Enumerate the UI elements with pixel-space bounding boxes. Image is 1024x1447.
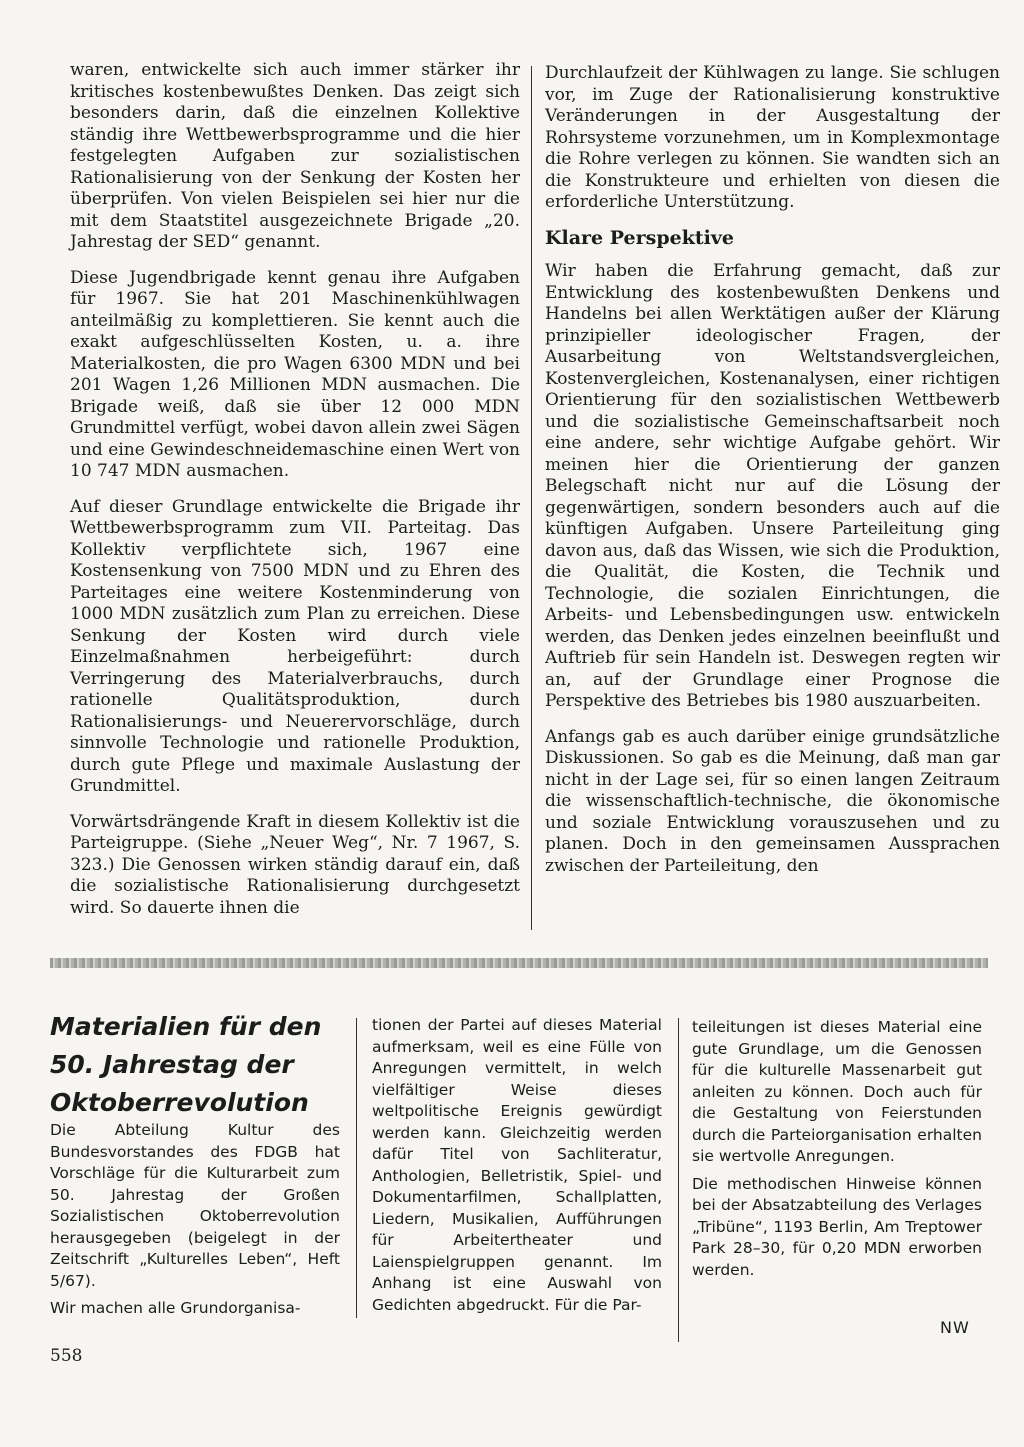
article-paragraph: Vorwärtsdrängende Kraft in diesem Kollektiv ist die Parteigruppe. (Siehe „Neuer Weg“, Nr. 7 1967, S. 323.) Die Genossen wirken ständig darauf ein, daß die sozialistische Rationalisierung durchgesetzt wird. So dauerte ihnen die	[70, 811, 520, 918]
article-right-column	[545, 63, 1000, 891]
notice-paragraph: tionen der Partei auf dieses Material aufmerksam, weil es eine Fülle von Anregungen vermittelt, in welch vielfältiger Weise dieses weltpolitische Ereignis gewürdigt werden kann. Gleichzeitig werden dafür Titel von Sachliteratur, Anthologien, Belletristik, Spiel- und Dokumentarfilmen, Schallplatten, Liedern, Musikalien, Aufführungen für Arbeitertheater und Laienspielgruppen genannt. Im Anhang ist eine Auswahl von Gedichten abgedruckt. Für die Par-	[372, 1016, 662, 1314]
column-divider	[531, 66, 532, 930]
notice-middle-column	[372, 1015, 662, 1322]
author-signature: NW	[940, 1318, 970, 1337]
article-paragraph: Diese Jugendbrigade kennt genau ihre Aufgaben für 1967. Sie hat 201 Maschinenkühlwagen anteilmäßig zu komplettieren. Sie kennt auch die exakt aufgeschlüsselten Kosten, u. a. ihre Materialkosten, die pro Wagen 6300 MDN und bei 201 Wagen 1,26 Millionen MDN ausmachen. Die Brigade weiß, daß sie über 12 000 MDN Grundmittel verfügt, wobei davon allein zwei Sägen und eine Gewindeschneidemaschine einen Wert von 10 747 MDN ausmachen.	[70, 267, 520, 481]
article-paragraph: Durchlaufzeit der Kühlwagen zu lange. Sie schlugen vor, im Zuge der Rationalisierung konstruktive Veränderungen in der Ausgestaltung der Rohrsysteme vorzunehmen, um in Komplexmontage die Rohre verlegen zu können. Sie wandten sich an die Konstrukteure und erhielten von diesen die erforderliche Unterstützung.	[545, 63, 1000, 212]
article-left-column	[70, 60, 520, 933]
section-divider	[50, 958, 988, 968]
column-divider	[356, 1018, 357, 1318]
article-paragraph: waren, entwickelte sich auch immer stärker ihr kritisches kostenbewußtes Denken. Das zeigt sich besonders darin, daß die einzelnen Kollektive ständig ihre Wettbewerbsprogramme und die hier festgelegten Aufgaben zur sozialistischen Rationalisierung von der Senkung der Kosten her überprüfen. Von vielen Beispielen sei hier nur die mit dem Staatstitel ausgezeichnete Brigade „20. Jahrestag der SED“ genannt.	[70, 60, 520, 252]
notice-paragraph: Die methodischen Hinweise können bei der Absatzabteilung des Verlages „Tribüne“, 1193 Berlin, Am Treptower Park 28–30, für 0,20 MDN erworben werden.	[692, 1174, 982, 1279]
article-paragraph: Auf dieser Grundlage entwickelte die Brigade ihr Wettbewerbsprogramm zum VII. Parteitag. Das Kollektiv verpflichtete sich, 1967 eine Kostensenkung von 7500 MDN und zu Ehren des Parteitages eine weitere Kostenminderung von 1000 MDN zusätzlich zum Plan zu erreichen. Diese Senkung der Kosten wird durch viele Einzelmaßnahmen herbeigeführt: durch Verringerung des Materialverbrauchs, durch rationelle Qualitätsproduktion, durch Rationalisierungs- und Neuerervorschläge, durch sinnvolle Technologie und rationelle Produktion, durch gute Pflege und maximale Auslastung der Grundmittel.	[70, 496, 520, 796]
notice-paragraph: Die Abteilung Kultur des Bundesvorstandes des FDGB hat Vorschläge für die Kulturarbeit zum 50. Jahrestag der Großen Sozialistischen Oktoberrevolution herausgegeben (beigelegt in der Zeitschrift „Kulturelles Leben“, Heft 5/67).	[50, 1121, 340, 1290]
notice-paragraph: teileitungen ist dieses Material eine gute Grundlage, um die Genossen für die kulturelle Massenarbeit gut anleiten zu können. Doch auch für die Gestaltung von Feierstunden durch die Parteiorganisation erhalten sie wertvolle Anregungen.	[692, 1018, 982, 1165]
notice-right-column	[692, 1017, 982, 1287]
article-paragraph: Wir haben die Erfahrung gemacht, daß zur Entwicklung des kostenbewußten Denkens und Handelns bei allen Werktätigen außer der Klärung prinzipieller ideologischer Fragen, der Ausarbeitung von Weltstandsvergleichen, Kostenvergleichen, Kostenanalysen, einer richtigen Orientierung für den sozialistischen Wettbewerb und die sozialistische Gemeinschaftsarbeit noch eine andere, sehr wichtige Aufgabe gehört. Wir meinen hier die Orientierung der ganzen Belegschaft nicht nur auf die Lösung der gegenwärtigen, sondern besonders auch auf die künftigen Aufgaben. Unsere Parteileitung ging davon aus, daß das Wissen, wie sich die Produktion, die Qualität, die Kosten, die Technik und Technologie, die sozialen Einrichtungen, die Arbeits- und Lebensbedingungen usw. entwickeln werden, das Denken jedes einzelnen beeinflußt und Auftrieb für sein Handeln ist. Deswegen regten wir an, auf der Grundlage einer Prognose die Perspektive des Betriebes bis 1980 auszuarbeiten.	[545, 261, 1000, 711]
column-divider	[678, 1018, 679, 1342]
section-subheading: Klare Perspektive	[545, 226, 734, 249]
page-number: 558	[50, 1346, 83, 1366]
notice-headline: Materialien für den 50. Jahrestag der Oktoberrevolution	[50, 1012, 322, 1117]
article-paragraph: Anfangs gab es auch darüber einige grundsätzliche Diskussionen. So gab es die Meinung, daß man gar nicht in der Lage sei, für so einen langen Zeitraum die wissenschaftlich-technische, die ökonomische und soziale Entwicklung vorauszusehen und zu planen. Doch in den gemeinsamen Aussprachen zwischen der Parteileitung, den	[545, 726, 1000, 876]
notice-left-column	[50, 1120, 340, 1326]
notice-paragraph: Wir machen alle Grundorganisa-	[50, 1299, 301, 1317]
